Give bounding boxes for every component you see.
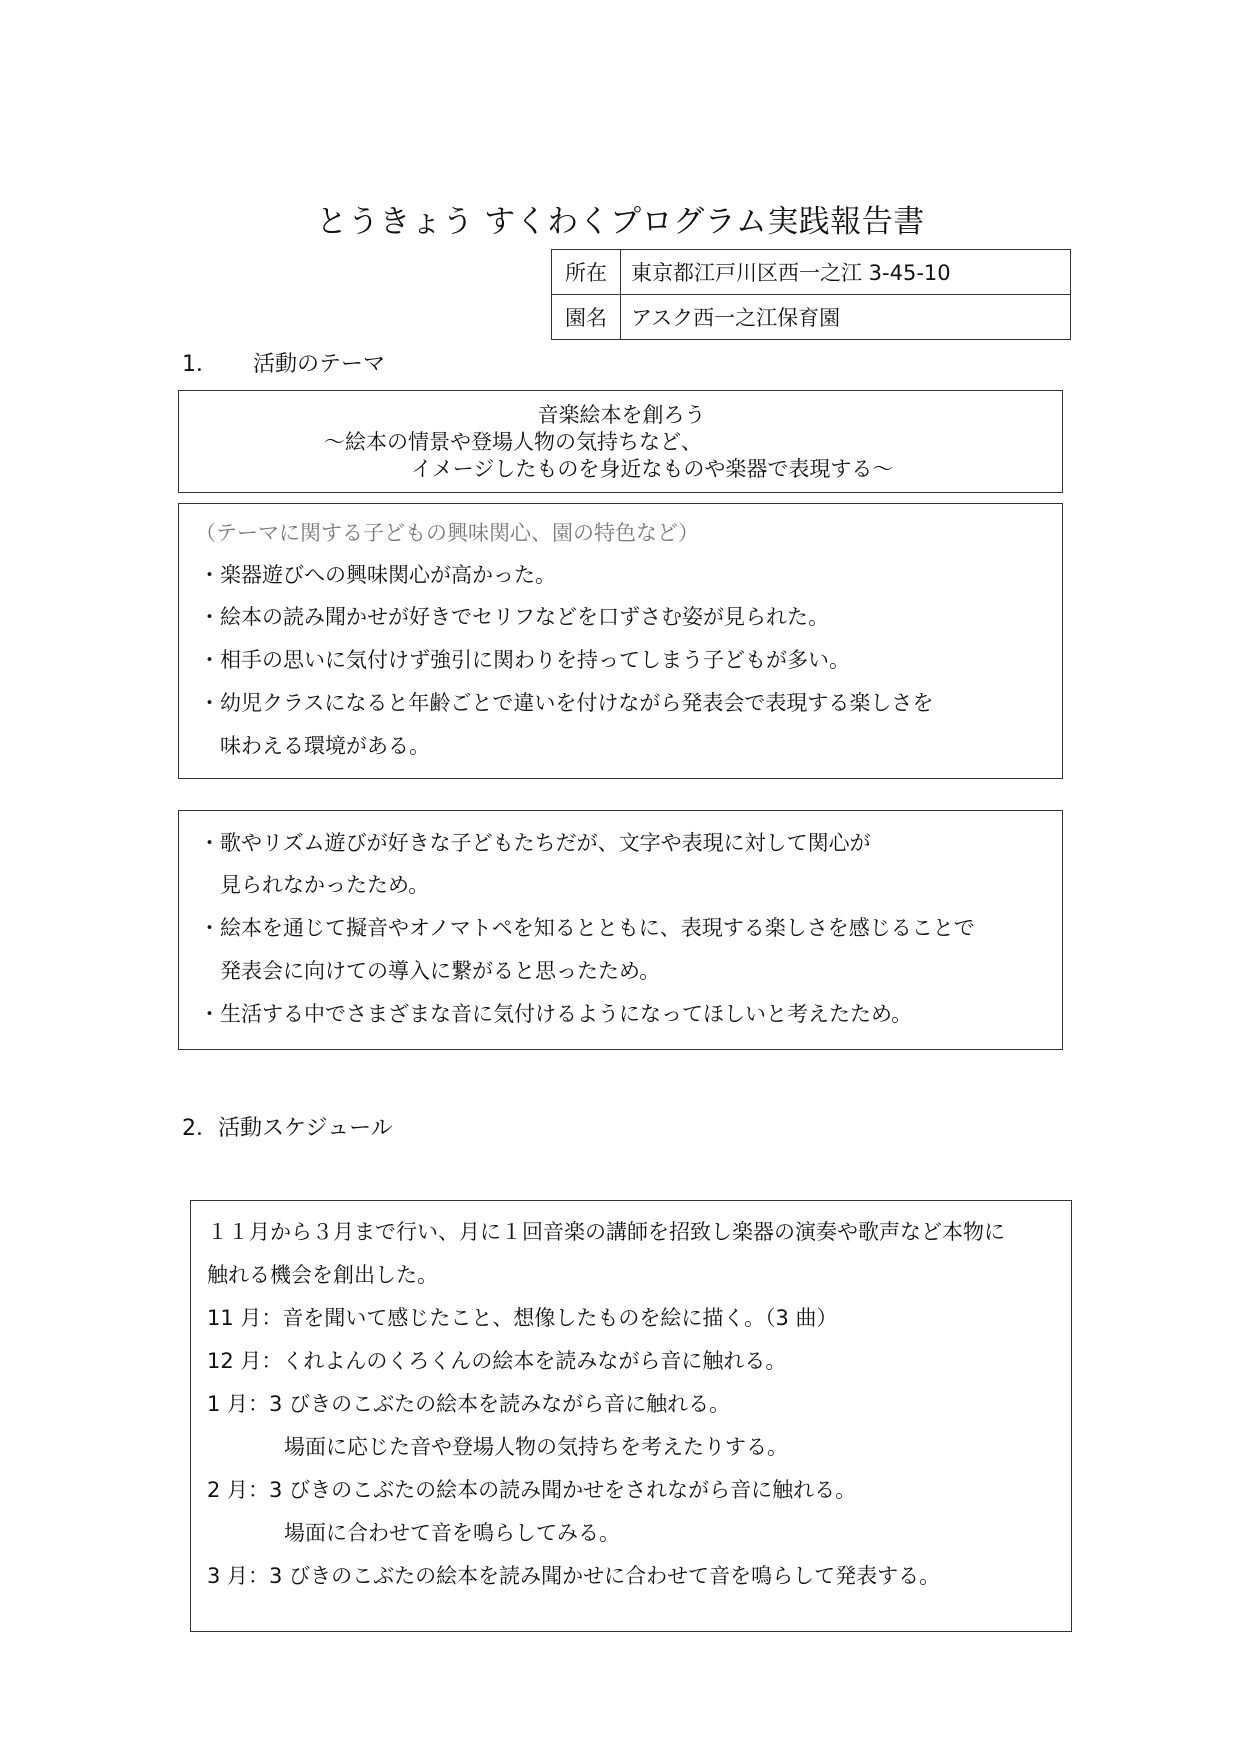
list-item: ・絵本を通じて擬音やオノマトペを知るとともに、表現する楽しさを感じることで xyxy=(199,916,975,940)
schedule-line: 場面に合わせて音を鳴らしてみる。 xyxy=(284,1521,620,1545)
section2-heading: 2．活動スケジュール xyxy=(182,1116,393,1141)
location-value: 東京都江戸川区西一之江 3-45-10 xyxy=(621,250,1071,295)
interest-note: （テーマに関する子どもの興味関心、園の特色など） xyxy=(195,521,699,545)
section1-heading: 活動のテーマ xyxy=(253,352,386,377)
list-item: ・幼児クラスになると年齢ごとで違いを付けながら発表会で表現する楽しさを xyxy=(199,691,934,715)
list-item: ・楽器遊びへの興味関心が高かった。 xyxy=(199,563,556,587)
table-row xyxy=(552,295,1071,340)
schedule-line: 3 月：3 びきのこぶたの絵本を読み聞かせに合わせて音を鳴らして発表する。 xyxy=(207,1564,941,1588)
theme-title: 音楽絵本を創ろう xyxy=(537,403,706,427)
facility-name-label: 園名 xyxy=(552,295,621,340)
schedule-box xyxy=(190,1200,1072,1632)
list-item: 見られなかったため。 xyxy=(199,873,430,897)
list-item: 味わえる環境がある。 xyxy=(199,734,430,758)
schedule-line: 1 月：3 びきのこぶたの絵本を読みながら音に触れる。 xyxy=(207,1392,731,1416)
list-item: ・相手の思いに気付けず強引に関わりを持ってしまう子どもが多い。 xyxy=(199,648,850,672)
theme-subtitle-line: イメージしたものを身近なものや楽器で表現する～ xyxy=(411,457,894,481)
schedule-line: 12 月：くれよんのくろくんの絵本を読みながら音に触れる。 xyxy=(207,1349,787,1373)
schedule-line: 2 月：3 びきのこぶたの絵本の読み聞かせをされながら音に触れる。 xyxy=(207,1478,857,1502)
list-item: 発表会に向けての導入に繋がると思ったため。 xyxy=(199,959,661,983)
page-title: とうきょう すくわくプログラム実践報告書 xyxy=(316,204,925,240)
reason-box xyxy=(178,810,1063,1050)
section1-number: 1． xyxy=(182,352,218,377)
theme-subtitle-line: ～絵本の情景や登場人物の気持ちなど、 xyxy=(324,430,702,454)
schedule-line: 11 月：音を聞いて感じたこと、想像したものを絵に描く。（3 曲） xyxy=(207,1306,838,1330)
theme-box xyxy=(178,390,1063,493)
list-item: ・生活する中でさまざまな音に気付けるようになってほしいと考えたため。 xyxy=(199,1002,913,1026)
schedule-line: 触れる機会を創出した。 xyxy=(207,1263,438,1287)
facility-name-value: アスク西一之江保育園 xyxy=(621,295,1071,340)
schedule-line: 場面に応じた音や登場人物の気持ちを考えたりする。 xyxy=(284,1435,788,1459)
schedule-line: １１月から３月まで行い、月に１回音楽の講師を招致し楽器の演奏や歌声など本物に xyxy=(207,1220,1005,1244)
interest-box xyxy=(178,503,1063,779)
table-row xyxy=(552,250,1071,295)
list-item: ・絵本の読み聞かせが好きでセリフなどを口ずさむ姿が見られた。 xyxy=(199,605,829,629)
facility-info-table xyxy=(551,249,1071,340)
location-label: 所在 xyxy=(552,250,621,295)
list-item: ・歌やリズム遊びが好きな子どもたちだが、文字や表現に対して関心が xyxy=(199,831,871,855)
